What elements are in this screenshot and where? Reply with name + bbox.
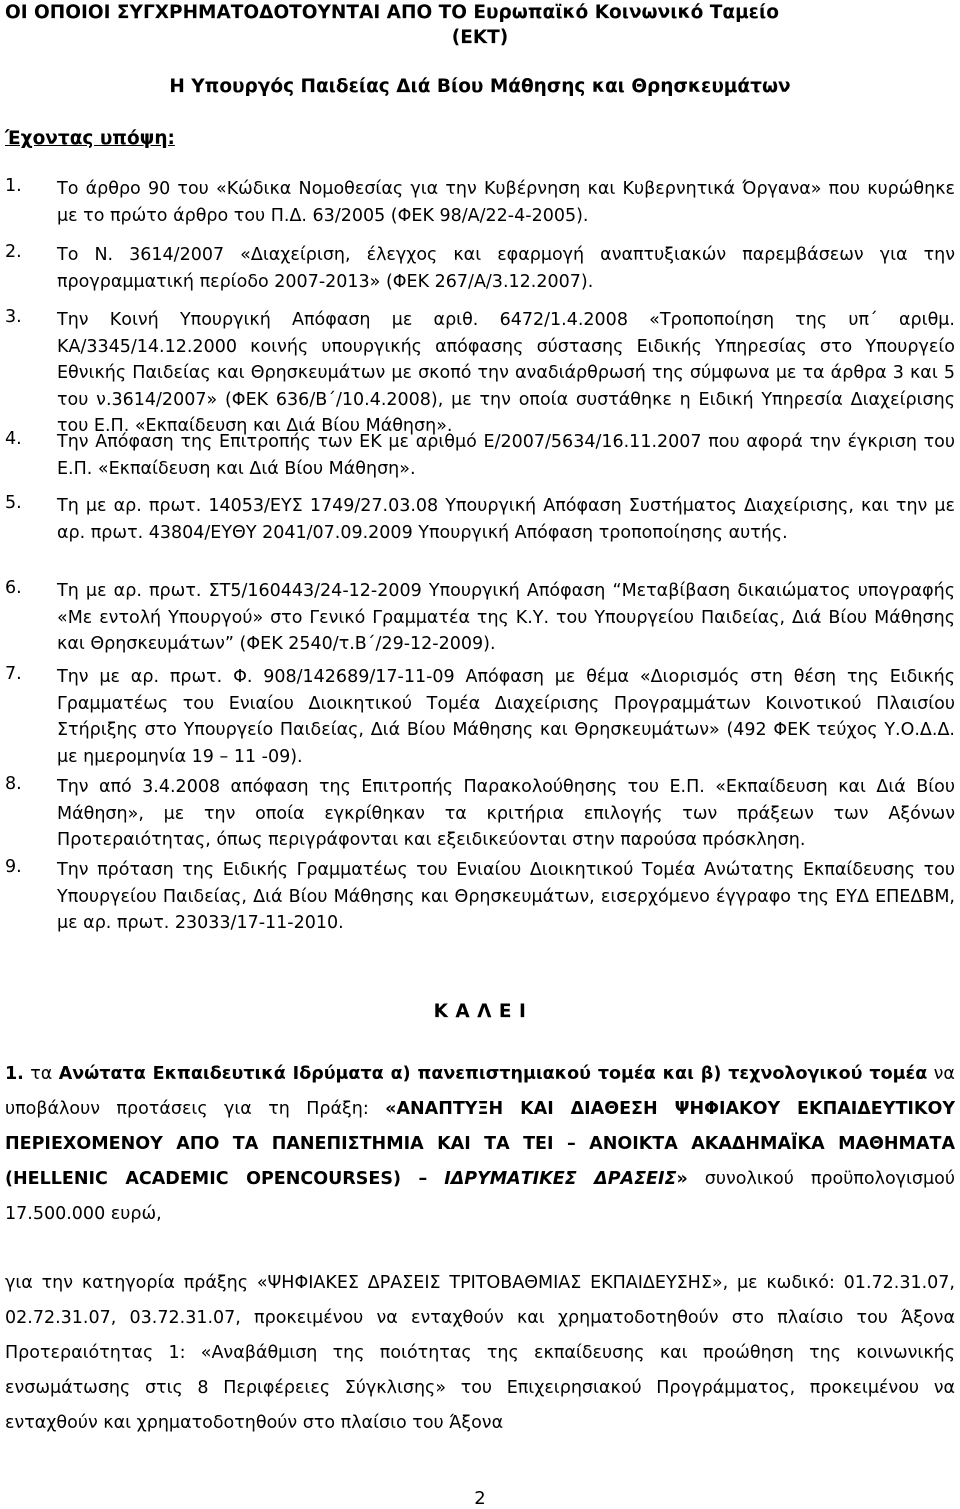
item-text: Το άρθρο 90 του «Κώδικα Νομοθεσίας για την Κυβέρνηση και Κυβερνητικά Όργανα» που κυρώθηκε με το πρώτο άρθρο του Π.Δ. 63/2005 (ΦΕΚ 98/Α/22-4-2005).: [57, 179, 955, 226]
call-action-close: »: [676, 1169, 688, 1189]
kalei-heading: Κ Α Λ Ε Ι: [433, 1001, 527, 1022]
item-number: 8.: [5, 774, 22, 794]
category-paragraph: για την κατηγορία πράξης «ΨΗΦΙΑΚΕΣ ΔΡΑΣΕΙΣ ΤΡΙΤΟΒΑΘΜΙΑΣ ΕΚΠΑΙΔΕΥΣΗΣ», με κωδικό: 01.72.31.07, 02.72.31.07, 03.72.31.07, προκειμένου να ενταχθούν και χρηματοδοτηθούν στο πλαίσιο του Άξονα Προτεραιότητας 1: «Αναβάθμιση της ποιότητας της εκπαίδευσης και προώθηση της κοινωνικής ενσωμάτωσης στις 8 Περιφέρειες Σύγκλισης» του Επιχειρησιακού Προγράμματος, προκειμένου να ενταχθούν και χρηματοδοτηθούν στο πλαίσιο του Άξονα: [5, 1273, 955, 1433]
item-number: 7.: [5, 664, 22, 684]
minister-title: Η Υπουργός Παιδείας Διά Βίου Μάθησης και Θρησκευμάτων: [169, 76, 791, 97]
header-title: ΟΙ ΟΠΟΙΟΙ ΣΥΓΧΡΗΜΑΤΟΔΟΤΟΥΝΤΑΙ ΑΠΟ ΤΟ Ευρωπαϊκό Κοινωνικό Ταμείο: [5, 2, 779, 23]
item-number: 3.: [5, 307, 22, 327]
item-number: 4.: [5, 429, 22, 449]
call-text-1: τα: [30, 1064, 53, 1084]
item-number: 1.: [5, 176, 22, 196]
considering-heading: Έχοντας υπόψη:: [5, 128, 175, 149]
call-institutions: Ανώτατα Εκπαιδευτικά Ιδρύματα α) πανεπιστημιακού τομέα και β) τεχνολογικού τομέα: [58, 1064, 928, 1084]
call-action-title: «ΑΝΑΠΤΥΞΗ ΚΑΙ ΔΙΑΘΕΣΗ ΨΗΦΙΑΚΟΥ ΕΚΠΑΙΔΕΥΤΙΚΟΥ ΠΕΡΙΕΧΟΜΕΝΟΥ ΑΠΟ ΤΑ ΠΑΝΕΠΙΣΤΗΜΙΑ ΚΑΙ ΤΑ ΤΕΙ – ΑΝΟΙΚΤΑ ΑΚΑΔΗΜΑΪΚΑ ΜΑΘΗΜΑΤΑ (HELLENIC ACADEMIC OPENCOURSES) –: [5, 1099, 955, 1189]
item-text: Την πρόταση της Ειδικής Γραμματέως του Ενιαίου Διοικητικού Τομέα Ανώτατης Εκπαίδευσης του Υπουργείου Παιδείας, Διά Βίου Μάθησης και Θρησκευμάτων, εισερχόμενο έγγραφο της ΕΥΔ ΕΠΕΔΒΜ, με αρ. πρωτ. 23033/17-11-2010.: [57, 860, 955, 933]
item-text: Τη με αρ. πρωτ. ΣΤ5/160443/24-12-2009 Υπουργική Απόφαση “Μεταβίβαση δικαιώματος υπογραφής «Με εντολή Υπουργού» στο Γενικό Γραμματέα της Κ.Υ. του Υπουργείου Παιδείας, Διά Βίου Μάθησης και Θρησκευμάτων” (ΦΕΚ 2540/τ.Β΄/29-12-2009).: [57, 581, 955, 654]
call-text-2: να υποβάλουν προτάσεις για τη Πράξη:: [5, 1064, 955, 1119]
call-paragraph: [5, 1057, 955, 1232]
item-number: 9.: [5, 857, 22, 877]
item-text: Το Ν. 3614/2007 «Διαχείριση, έλεγχος και εφαρμογή αναπτυξιακών παρεμβάσεων για την προγραμματική περίοδο 2007-2013» (ΦΕΚ 267/Α/3.12.2007).: [57, 245, 955, 292]
item-number: 6.: [5, 578, 22, 598]
item-text: Την Απόφαση της Επιτροπής των ΕΚ με αριθμό Ε/2007/5634/16.11.2007 που αφορά την έγκριση του Ε.Π. «Εκπαίδευση και Διά Βίου Μάθηση».: [57, 432, 955, 479]
item-number: 5.: [5, 493, 22, 513]
header-title-continuation: (ΕΚΤ): [451, 27, 509, 48]
item-text: Την από 3.4.2008 απόφαση της Επιτροπής Παρακολούθησης του Ε.Π. «Εκπαίδευση και Διά Βίου Μάθηση», με την οποία εγκρίθηκαν τα κριτήρια επιλογής των πράξεων των Αξόνων Προτεραιότητας, όπως περιγράφονται και εξειδικεύονται στην παρούσα πρόσκληση.: [57, 777, 955, 850]
item-text: Τη με αρ. πρωτ. 14053/ΕΥΣ 1749/27.03.08 Υπουργική Απόφαση Συστήματος Διαχείρισης, και την με αρ. πρωτ. 43804/ΕΥΘΥ 2041/07.09.2009 Υπουργική Απόφαση τροποποίησης αυτής.: [57, 496, 955, 543]
item-number: 2.: [5, 242, 22, 262]
call-number: 1.: [5, 1064, 24, 1084]
call-budget: συνολικού προϋπολογισμού 17.500.000 ευρώ,: [5, 1169, 955, 1224]
page-number: 2: [474, 1488, 486, 1509]
call-action-subtitle: ΙΔΡΥΜΑΤΙΚΕΣ ΔΡΑΣΕΙΣ: [444, 1169, 677, 1189]
item-text: Την Κοινή Υπουργική Απόφαση με αριθ. 6472/1.4.2008 «Τροποποίηση της υπ΄ αριθμ. ΚΑ/3345/14.12.2000 κοινής υπουργικής απόφασης σύστασης Ειδικής Υπηρεσίας στο Υπουργείο Εθνικής Παιδείας και Θρησκευμάτων με σκοπό την αναδιάρθρωσή της σύμφωνα με τα άρθρα 3 και 5 του ν.3614/2007» (ΦΕΚ 636/Β΄/10.4.2008), με την οποία συστάθηκε η Ειδική Υπηρεσία Διαχείρισης του Ε.Π. «Εκπαίδευση και Διά Βίου Μάθηση».: [57, 310, 955, 436]
item-text: Την με αρ. πρωτ. Φ. 908/142689/17-11-09 Απόφαση με θέμα «Διορισμός στη θέση της Ειδικής Γραμματέως του Ενιαίου Διοικητικού Τομέα Διαχείρισης Προγραμμάτων Κοινοτικού Πλαισίου Στήριξης στο Υπουργείο Παιδείας, Διά Βίου Μάθησης και Θρησκευμάτων» (492 ΦΕΚ τεύχος Υ.Ο.Δ.Δ. με ημερομηνία 19 – 11 -09).: [57, 667, 955, 767]
